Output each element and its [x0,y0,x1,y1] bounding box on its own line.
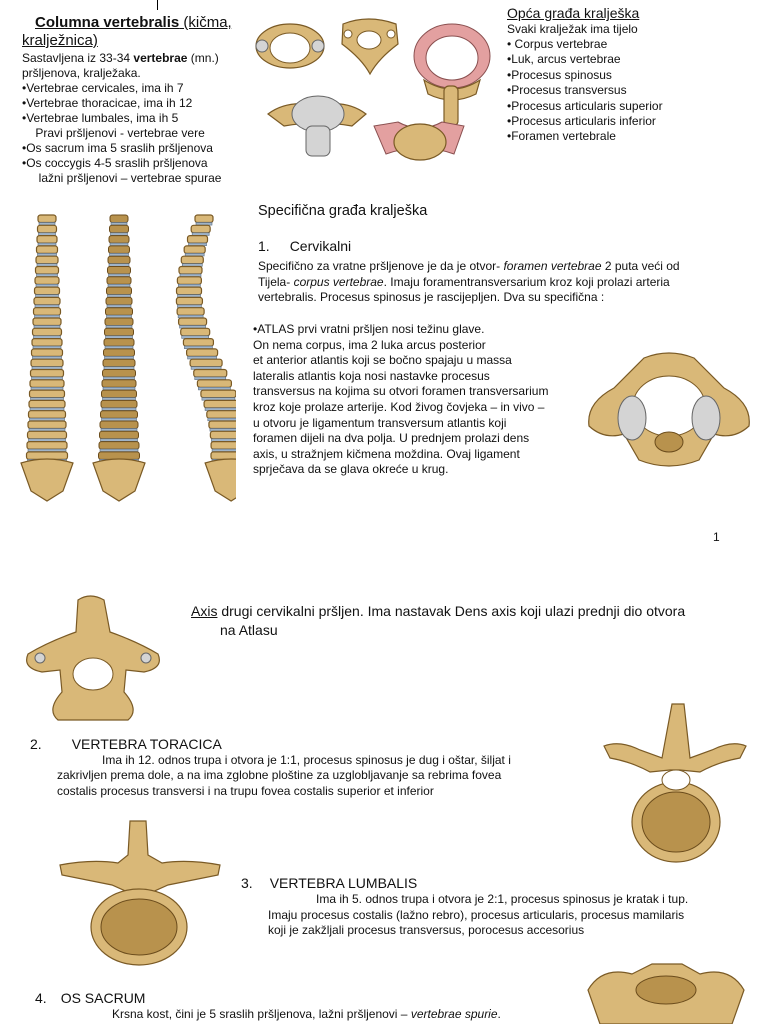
vertebra-segment [101,400,137,408]
vertebra-segment [181,256,203,264]
cervical-heading: 1. Cervikalni [258,238,352,254]
vertebra-segment [106,308,133,316]
general-list-item: •Procesus spinosus [507,67,612,82]
vertebra-segment [30,390,65,398]
sacrum-image [582,960,750,1024]
vertebra-segment [38,225,57,233]
atlas-text-line: et anterior atlantis koji se bočno spajaju u massa [253,353,512,368]
vertebra-segment [37,236,57,244]
intervertebral-disc [105,356,134,359]
atlas-text-line: kroz koje prolaze arterije. Kod živog čovjeka – in vivo – [253,399,545,414]
intro-block [22,14,252,186]
vertebra-segment [105,328,134,336]
vertebra-segment [35,277,59,285]
vertebra-segment [177,308,204,316]
vertebra-segment [106,297,132,305]
thoracic-text-line: zakrivljen prema dole, a na ima zglobne ploštine za uzglobljavanje sa rebrima fovea [57,768,502,783]
vertebra-segment [197,380,231,388]
vertebra-segment [204,400,236,408]
atlas-text [253,322,573,478]
intervertebral-disc [105,346,133,349]
vertebra-segment [201,390,236,398]
vertebra-illustrations-top [248,14,498,164]
vertebra-segment [30,380,64,388]
lumbar-text-line: koji je zakžljali procesus transversus, porocesus accesorius [268,923,585,938]
general-list-item: •Procesus articularis inferior [507,114,656,129]
sacrum-heading: 4. OS SACRUM [35,990,146,1006]
intervertebral-disc [109,264,129,267]
vertebra-segment [194,370,227,378]
intervertebral-disc [101,429,137,432]
spine-back-view [93,215,145,501]
vertebra-segment [211,442,236,450]
intervertebral-disc [109,274,130,277]
vertebra-segment [102,380,136,388]
vertebrae-list-item: •Os coccygis 4-5 sraslih pršljenova [22,156,208,170]
vertebra-segment [177,287,202,295]
intervertebral-disc [103,398,136,401]
intro-text: Sastavljena iz 33-34 vertebrae (mn.) pršljenova, kralježaka. [22,51,219,80]
sacrum-segment [21,459,73,501]
intervertebral-disc [103,387,135,390]
intervertebral-disc [111,233,128,236]
vertebra-segment [188,236,208,244]
vertebra-segment [107,277,131,285]
atlas-text-line: foramen dijeli na dva polja. U prednjem prolazi dens [253,431,530,446]
lumbar-image [58,815,223,970]
sacrum-segment [205,459,236,501]
intervertebral-disc [104,367,134,370]
vertebra-segment [29,400,65,408]
vertebrae-list-item: Pravi pršljenovi - vertebrae vere [22,126,205,140]
vertebra-segment [211,452,236,460]
vertebra-segment [32,339,62,347]
thoracic-text-line: costalis procesus transversi i na trupu fovea costalis superior et inferior [57,783,434,798]
atlas-text-line: lateralis atlantis koja nosi nastavke procesus [253,368,490,383]
page-number: 1 [713,530,720,544]
vertebra-segment [103,359,135,367]
spine-front-view [21,215,73,501]
vertebra-segment [104,339,134,347]
vertebra-segment [101,411,138,419]
cervical-small-image [342,19,398,74]
intervertebral-disc [107,305,131,308]
intervertebral-disc [102,408,136,411]
vertebra-segment [179,267,202,275]
vertebra-segment [195,215,213,223]
lumbar-text [268,892,748,939]
vertebra-segment [102,390,137,398]
spine-illustrations [14,205,236,505]
intervertebral-disc [108,284,130,287]
intervertebral-disc [110,253,129,256]
spine-side-view [176,215,236,501]
general-vertebra-image [414,24,490,126]
vertebra-segment [107,287,132,295]
vertebra-segment [183,339,213,347]
vertebra-segment [33,318,61,326]
intervertebral-disc [110,243,128,246]
vertebra-segment [99,442,139,450]
vertebrae-list [22,81,252,186]
main-title-line2: kralježnica) [22,32,98,49]
vertebra-segment [28,421,66,429]
intervertebral-disc [111,223,127,226]
axis-image [18,592,168,724]
vertebra-segment [31,359,63,367]
main-title: Columna vertebralis (kičma, [35,14,232,31]
thoracic-text [57,753,567,799]
vertebrae-list-item: •Vertebrae thoracicae, ima ih 12 [22,96,193,110]
vertebra-segment [207,411,236,419]
sacrum-text: Krsna kost, čini je 5 sraslih pršljenova, lažni pršljenovi – vertebrae spurie. [112,1007,501,1021]
lumbar-heading: 3. VERTEBRA LUMBALIS [241,875,418,891]
thoracic-text-line: Ima ih 12. odnos trupa i otvora je 1:1, procesus spinosus je dug i oštar, šiljat i [102,753,511,767]
axis-text: Axis drugi cervikalni pršljen. Ima nastavak Dens axis koji ulazi prednji dio otvora na Atlasu [191,603,686,638]
vertebra-segment [27,452,68,460]
vertebra-segment [32,349,63,357]
vertebra-segment [27,442,67,450]
general-list-item: •Procesus transversus [507,83,627,98]
atlas-text-line: On nema corpus, ima 2 luka arcus posterior [253,337,486,352]
vertebra-segment [31,370,64,378]
vertebra-segment [187,349,218,357]
vertebra-segment [36,256,58,264]
vertebra-segment [108,256,130,264]
intervertebral-disc [106,326,132,329]
vertebra-segment [29,411,66,419]
intervertebral-disc [104,377,135,380]
vertebra-segment [109,246,130,254]
general-list [507,37,757,145]
vertebrae-list-item: •Vertebrae lumbales, ima ih 5 [22,111,179,125]
general-list-item: • Corpus vertebrae [507,37,608,51]
atlas-text-line: •ATLAS prvi vratni pršljen nosi težinu glave. [253,322,485,336]
specific-section [258,202,718,306]
vertebra-segment [109,236,129,244]
vertebra-segment [103,370,136,378]
vertebrae-list-item: lažni pršljenovi – vertebrae spurae [22,171,222,185]
atlas-text-line: sprječava da se glava okreće u krug. [253,462,449,477]
text-cursor [157,0,158,10]
vertebra-segment [34,297,60,305]
intervertebral-disc [108,295,131,298]
vertebra-segment [176,297,202,305]
vertebra-segment [181,328,210,336]
lumbar-text-line: Imaju procesus costalis (lažno rebro), procesus articularis, procesus mamilaris [268,907,685,922]
vertebra-segment [177,277,201,285]
atlas-text-line: axis, u stražnjem kičmena moždina. Ovaj ligament [253,446,520,461]
vertebra-segment [33,328,62,336]
vertebra-segment [38,215,56,223]
vertebra-segment [110,225,129,233]
vertebrae-list-item: •Vertebrae cervicales, ima ih 7 [22,81,184,95]
thoracic-small-image [268,96,366,156]
vertebra-segment [37,246,58,254]
vertebra-segment [105,318,133,326]
general-intro: Svaki kralježak ima tijelo [507,22,638,36]
vertebra-segment [36,267,59,275]
lumbar-text-line: Ima ih 5. odnos trupa i otvora je 2:1, procesus spinosus je kratak i tup. [316,892,689,906]
cervical-text: Specifično za vratne pršljenove je da je otvor- foramen vertebrae 2 puta veći od Tijela- corpus vertebrae. Imaju foramentransversarium kroz koji prolazi arteria vertebralis. Procesus spinosus je rascijepljen. Dva su specifična : [258,259,680,305]
vertebra-segment [28,431,67,439]
general-list-item: •Luk, arcus vertebrae [507,52,621,67]
specific-title: Specifična građa kralješka [258,203,428,219]
vertebra-segment [34,308,61,316]
vertebra-segment [100,431,139,439]
vertebra-segment [35,287,60,295]
vertebra-segment [184,246,205,254]
vertebra-segment [99,452,140,460]
vertebra-segment [104,349,135,357]
atlas-text-line: transversus na kojima su otvori foramen transversarium [253,384,549,399]
vertebra-segment [190,359,222,367]
intervertebral-disc [102,418,137,421]
intervertebral-disc [101,439,138,442]
thoracic-image [600,700,750,865]
atlas-text-line: u otvoru je ligamentum transversum atlantis koji [253,415,507,430]
lumbar-small-image [374,122,464,160]
vertebra-segment [191,225,210,233]
vertebra-segment [110,215,128,223]
vertebra-segment [100,421,138,429]
vertebrae-list-item: •Os sacrum ima 5 sraslih pršljenova [22,141,213,155]
atlas-image [584,348,754,473]
intervertebral-disc [107,315,132,318]
atlas-small-image [256,24,324,68]
intervertebral-disc [100,449,138,452]
general-list-item: •Foramen vertebrale [507,129,616,144]
intervertebral-disc [106,336,133,339]
vertebra-segment [108,267,131,275]
vertebra-segment [210,431,236,439]
thoracic-heading: 2. VERTEBRA TORACICA [30,736,222,752]
sacrum-segment [93,459,145,501]
general-structure-block [507,4,757,145]
general-list-item: •Procesus articularis superior [507,98,663,113]
general-title: Opća građa kralješka [507,5,640,21]
vertebra-segment [209,421,236,429]
vertebra-segment [179,318,207,326]
